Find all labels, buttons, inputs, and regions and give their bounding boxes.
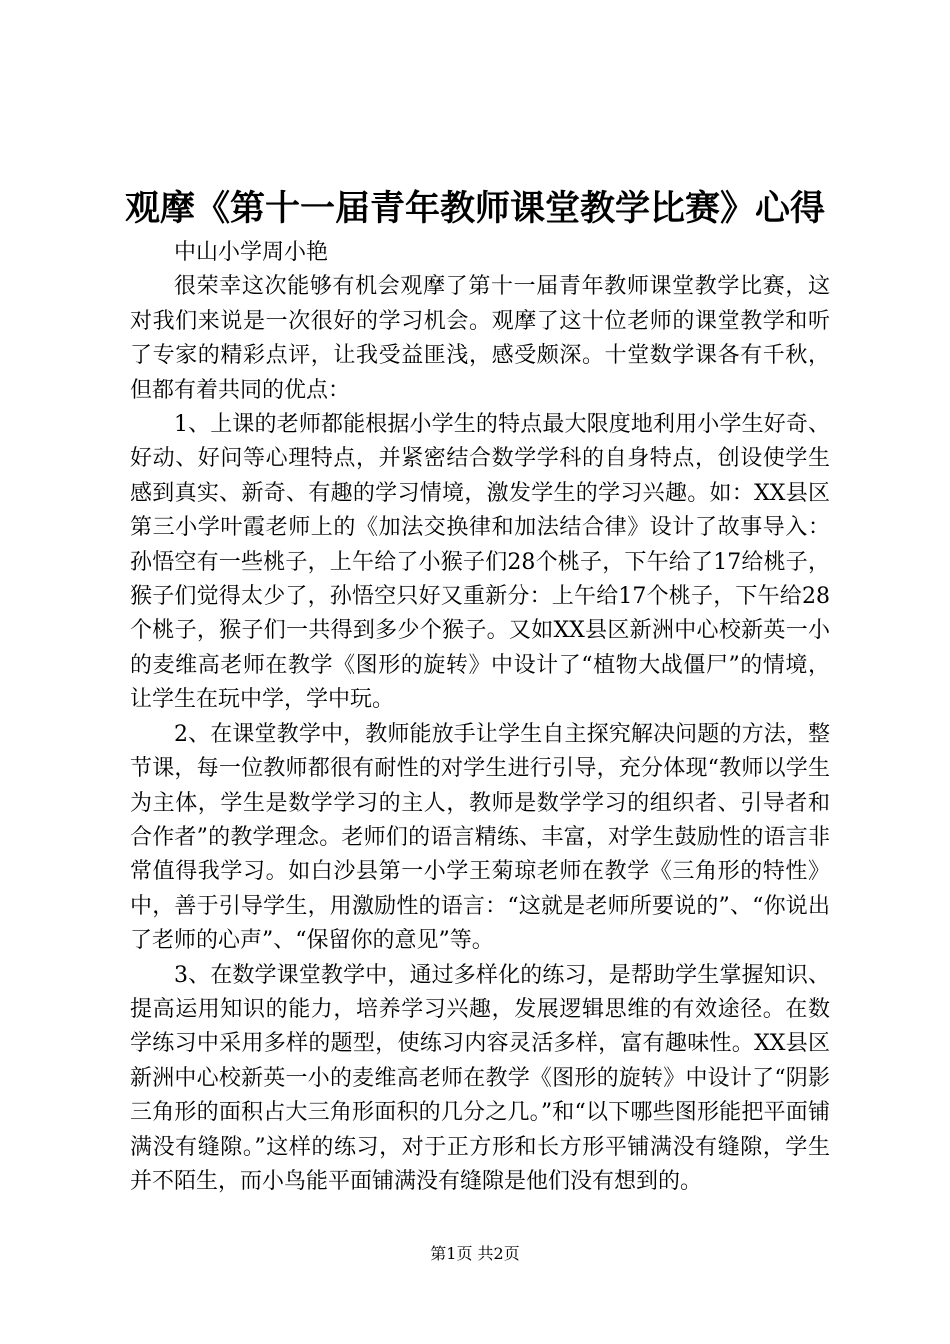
- author-line: 中山小学周小艳: [174, 240, 329, 265]
- document-title: 观摩《第十一届青年教师课堂教学比赛》心得: [124, 188, 825, 229]
- paragraph-intro: 很荣幸这次能够有机会观摩了第十一届青年教师课堂教学比赛，这对我们来说是一次很好的学习机会。观摩了这十位老师的课堂教学和听了专家的精彩点评，让我受益匪浅，感受颇深。十堂数学课各有千秋，但都有着共同的优点：: [130, 274, 830, 403]
- page-footer: 第1页 共2页: [430, 1244, 520, 1263]
- paragraph-point-1: 1、上课的老师都能根据小学生的特点最大限度地利用小学生好奇、好动、好问等心理特点，并紧密结合数学学科的自身特点，创设使学生感到真实、新奇、有趣的学习情境，激发学生的学习兴趣。如：XX县区第三小学叶霞老师上的《加法交换律和加法结合律》设计了故事导入：孙悟空有一些桃子，上午给了小猴子们28个桃子，下午给了17给桃子，猴子们觉得太少了，孙悟空只好又重新分：上午给17个桃子，下午给28个桃子，猴子们一共得到多少个猴子。又如XX县区新洲中心校新英一小的麦维高老师在教学《图形的旋转》中设计了“植物大战僵尸”的情境，让学生在玩中学，学中玩。: [130, 412, 830, 713]
- paragraph-point-2: 2、在课堂教学中，教师能放手让学生自主探究解决问题的方法，整节课，每一位教师都很有耐性的对学生进行引导，充分体现“教师以学生为主体，学生是数学学习的主人，教师是数学学习的组织者、引导者和合作者”的教学理念。老师们的语言精练、丰富，对学生鼓励性的语言非常值得我学习。如白沙县第一小学王菊琼老师在教学《三角形的特性》中，善于引导学生，用激励性的语言：“这就是老师所要说的”、“你说出了老师的心声”、“保留你的意见”等。: [130, 721, 830, 954]
- paragraph-point-3: 3、在数学课堂教学中，通过多样化的练习，是帮助学生掌握知识、提高运用知识的能力，培养学习兴趣，发展逻辑思维的有效途径。在数学练习中采用多样的题型，使练习内容灵活多样，富有趣味性。XX县区新洲中心校新英一小的麦维高老师在教学《图形的旋转》中设计了“阴影三角形的面积占大三角形面积的几分之几。”和“以下哪些图形能把平面铺满没有缝隙。”这样的练习，对于正方形和长方形平铺满没有缝隙，学生并不陌生，而小鸟能平面铺满没有缝隙是他们没有想到的。: [130, 962, 830, 1194]
- document-body: [130, 236, 830, 1199]
